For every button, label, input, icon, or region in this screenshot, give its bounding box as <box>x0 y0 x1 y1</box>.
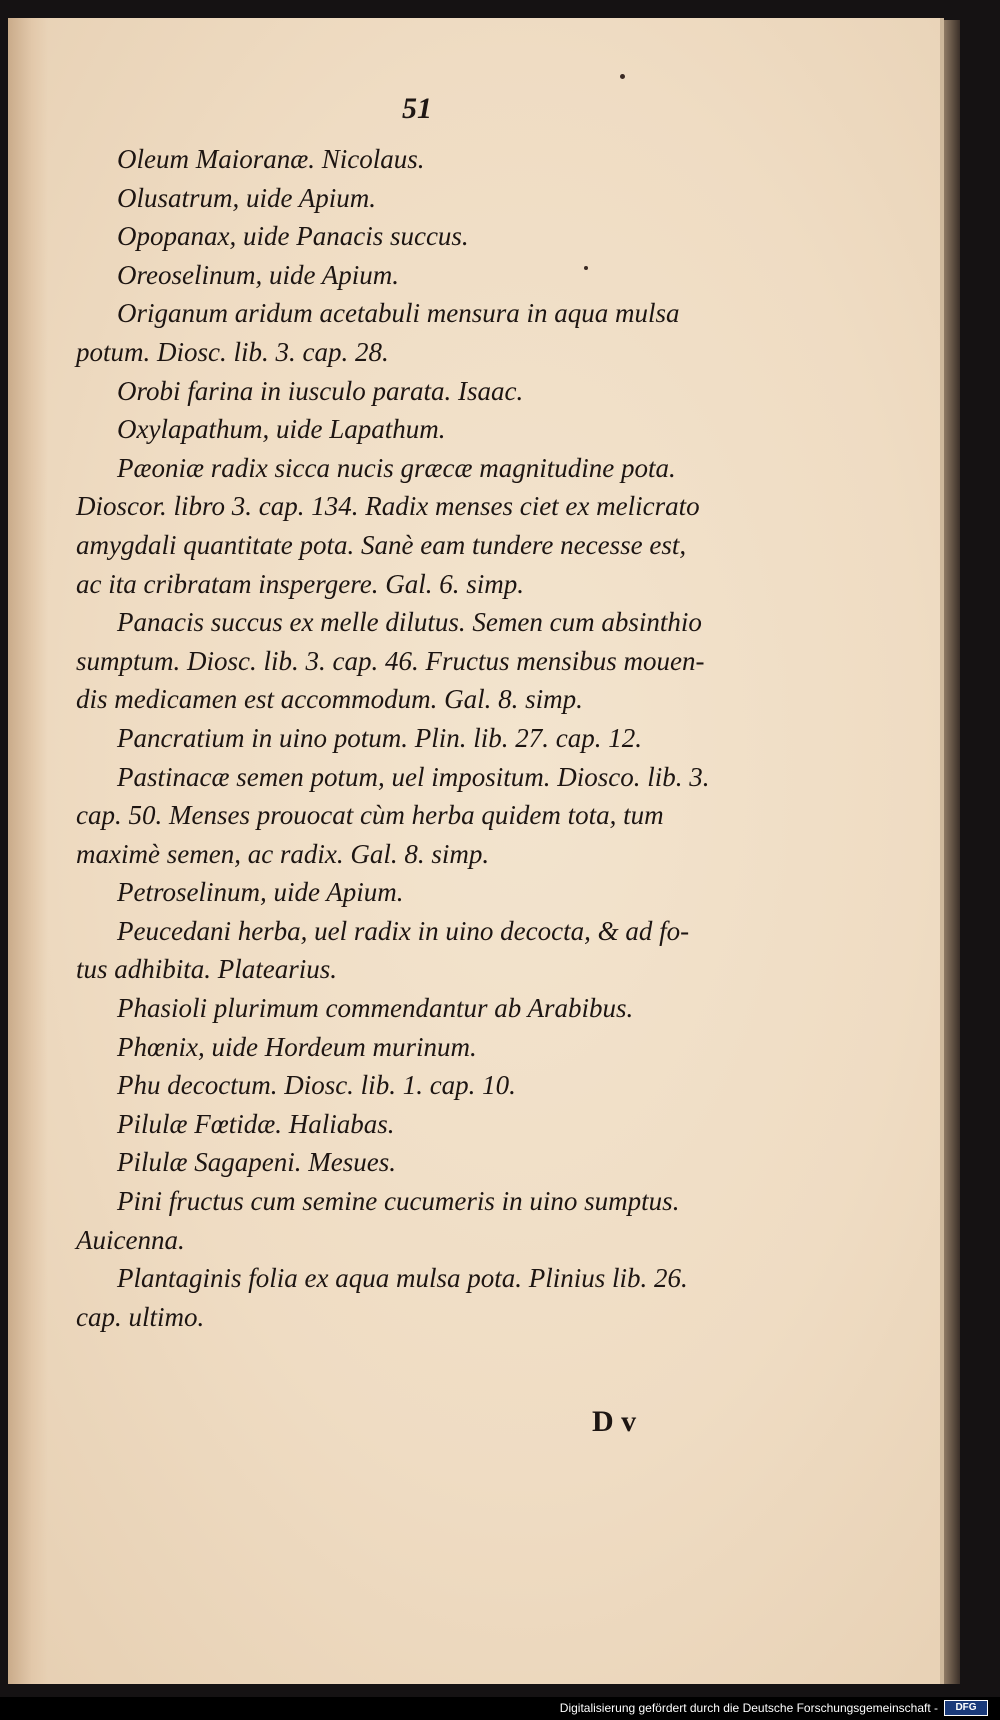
entry <box>76 1105 742 1144</box>
entry-line: Plantaginis folia ex aqua mulsa pota. Plinius lib. 26. <box>117 1263 688 1294</box>
entry-line: Orobi farina in iusculo parata. Isaac. <box>117 375 524 406</box>
entry-line: cap. ultimo. <box>76 1301 205 1332</box>
entry <box>76 719 742 758</box>
entry <box>76 256 742 295</box>
signature-mark: D v <box>592 1405 637 1438</box>
entry-line: ac ita cribratam inspergere. Gal. 6. simp. <box>76 568 524 599</box>
entry-line: Pancratium in uino potum. Plin. lib. 27. cap. 12. <box>117 722 642 753</box>
entry-line: tus adhibita. Platearius. <box>76 954 338 985</box>
entry-line: Phu decoctum. Diosc. lib. 1. cap. 10. <box>117 1070 516 1101</box>
entry-line: potum. Diosc. lib. 3. cap. 28. <box>76 336 389 367</box>
ink-speck <box>620 74 625 79</box>
entry-line: Panacis succus ex melle dilutus. Semen cum absinthio <box>117 607 702 638</box>
entry-line: Pastinacæ semen potum, uel impositum. Diosco. lib. 3. <box>117 761 710 792</box>
entry <box>76 372 742 411</box>
entry-line: Auicenna. <box>76 1224 185 1255</box>
entry <box>76 140 742 179</box>
entry <box>76 1259 742 1336</box>
entry <box>76 294 742 371</box>
entry-line: sumptum. Diosc. lib. 3. cap. 46. Fructus mensibus mouen- <box>76 645 705 676</box>
footer-credit: Digitalisierung gefördert durch die Deutsche Forschungsgemeinschaft - <box>559 1701 938 1715</box>
entry <box>76 1182 742 1259</box>
entry <box>76 873 742 912</box>
entry <box>76 179 742 218</box>
dfg-logo: DFG <box>944 1700 988 1716</box>
entry <box>76 758 742 874</box>
entry-line: cap. 50. Menses prouocat cùm herba quidem tota, tum <box>76 800 664 831</box>
entry <box>76 217 742 256</box>
entry-line: Oxylapathum, uide Lapathum. <box>117 414 446 445</box>
entry <box>76 1066 742 1105</box>
entry <box>76 912 742 989</box>
entry-line: Origanum aridum acetabuli mensura in aqua mulsa <box>117 298 680 329</box>
entry <box>76 603 742 719</box>
page-edge <box>944 20 960 1684</box>
entry <box>76 410 742 449</box>
entry-line: Phœnix, uide Hordeum murinum. <box>117 1031 477 1062</box>
entry-line: amygdali quantitate pota. Sanè eam tundere necesse est, <box>76 529 687 560</box>
entry-line: Pilulæ Fœtidæ. Haliabas. <box>117 1108 395 1139</box>
page-number: 51 <box>402 92 432 125</box>
entry-line: Oreoselinum, uide Apium. <box>117 259 399 290</box>
entry-line: Petroselinum, uide Apium. <box>117 877 404 908</box>
entry-line: Pini fructus cum semine cucumeris in uino sumptus. <box>117 1186 680 1217</box>
entry-list <box>76 140 742 1336</box>
entry <box>76 449 742 603</box>
entry-line: Pæoniæ radix sicca nucis græcæ magnitudine pota. <box>117 452 676 483</box>
entry-line: maximè semen, ac radix. Gal. 8. simp. <box>76 838 490 869</box>
entry-line: Oleum Maioranæ. Nicolaus. <box>117 144 425 174</box>
entry-line: Peucedani herba, uel radix in uino decocta, & ad fo- <box>117 915 690 946</box>
entry-line: Opopanax, uide Panacis succus. <box>117 221 469 252</box>
entry-line: Dioscor. libro 3. cap. 134. Radix menses ciet ex melicrato <box>76 491 700 522</box>
entry-line: Olusatrum, uide Apium. <box>117 182 377 213</box>
entry-line: dis medicamen est accommodum. Gal. 8. simp. <box>76 684 583 715</box>
page-gutter <box>8 18 48 1684</box>
entry-line: Pilulæ Sagapeni. Mesues. <box>117 1147 396 1178</box>
entry <box>76 1143 742 1182</box>
entry-line: Phasioli plurimum commendantur ab Arabibus. <box>117 993 634 1024</box>
entry <box>76 989 742 1028</box>
entry <box>76 1028 742 1067</box>
